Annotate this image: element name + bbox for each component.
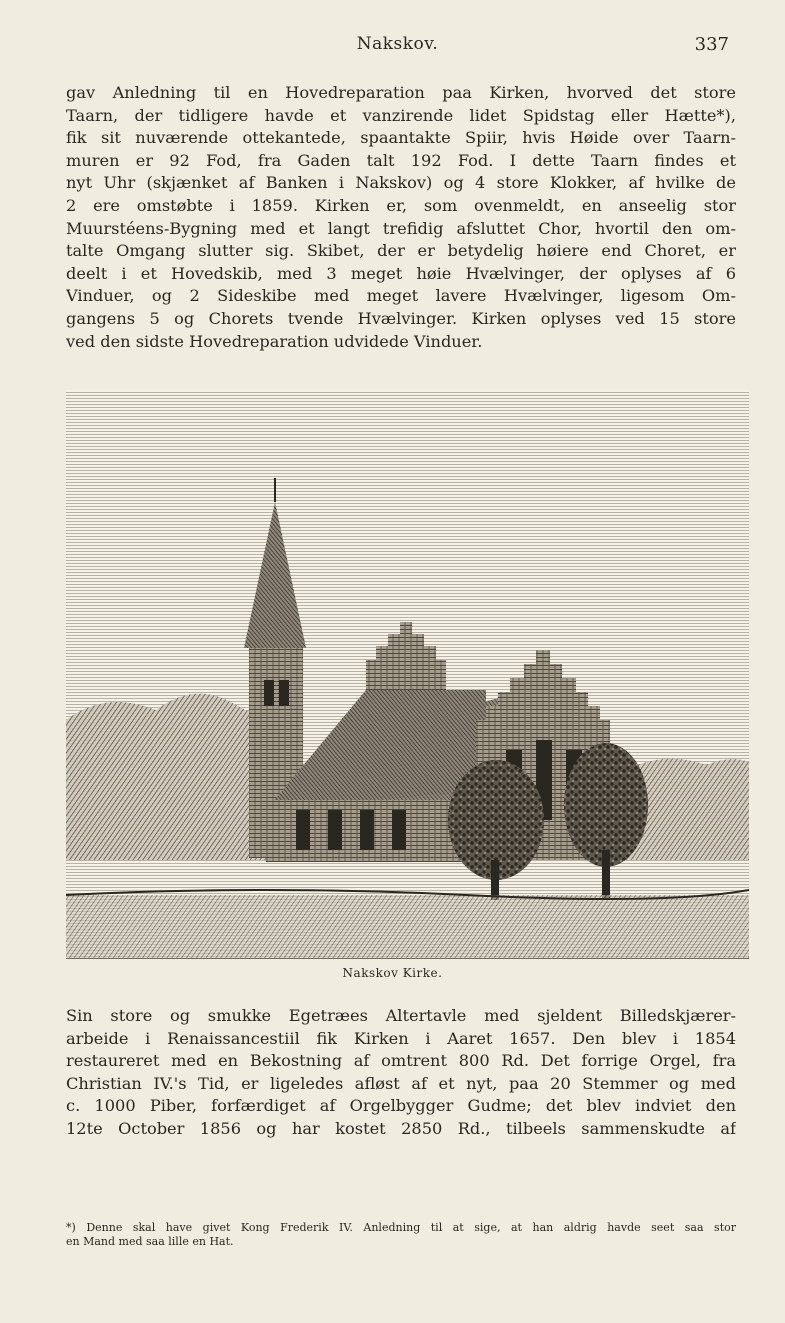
background-trees-left	[66, 694, 266, 860]
text-line: 2 ere omstøbte i 1859. Kirken er, som ovenmeldt, en anseelig stor	[66, 195, 736, 215]
text-line: arbeide i Renaissancestiil fik Kirken i Aaret 1657. Den blev i 1854	[66, 1028, 736, 1048]
text-line: nyt Uhr (skjænket af Banken i Nakskov) og 4 store Klokker, af hvilke de	[66, 173, 736, 193]
spire	[244, 502, 306, 648]
text-line: talte Omgang slutter sig. Skibet, der er betydelig høiere end Choret, er	[66, 241, 736, 261]
text-line: Christian IV.'s Tid, er ligeledes afløst af et nyt, paa 20 Stemmer og med	[66, 1073, 736, 1093]
church-engraving	[66, 390, 749, 959]
text-line: muren er 92 Fod, fra Gaden talt 192 Fod. I dette Taarn findes et	[66, 150, 736, 170]
text-line: ved den sidste Hovedreparation udvidede Vinduer.	[66, 331, 483, 351]
text-line: restaureret med en Bekostning af omtrent 800 Rd. Det forrige Orgel, fra	[66, 1051, 736, 1071]
figure-caption: Nakskov Kirke.	[342, 966, 443, 980]
text-line: gangens 5 og Chorets tvende Hvælvinger. Kirken oplyses ved 15 store	[66, 308, 736, 328]
text-line: Vinduer, og 2 Sideskibe med meget lavere Hvælvinger, ligesom Om-	[66, 286, 736, 306]
text-line: deelt i et Hovedskib, med 3 meget høie Hvælvinger, der oplyses af 6	[66, 263, 736, 283]
footnote-line: en Mand med saa lille en Hat.	[66, 1235, 234, 1248]
page-number: 337	[694, 34, 729, 55]
footnote	[66, 1221, 736, 1249]
church-drawing	[66, 390, 749, 958]
text-line: c. 1000 Piber, forfærdiget af Orgelbygger Gudme; det blev indviet den	[66, 1096, 736, 1116]
running-title: Nakskov.	[356, 34, 439, 54]
text-line: gav Anledning til en Hovedreparation paa Kirken, hvorved det store	[66, 83, 736, 102]
text-line: Muurstéens-Bygning med et langt trefidig afsluttet Chor, hvortil den om-	[66, 218, 736, 238]
text-line: fik sit nuværende ottekantede, spaantakte Spiir, hvis Høide over Taarn-	[66, 128, 736, 148]
text-line: 12te October 1856 og har kostet 2850 Rd., tilbeels sammenskudte af	[66, 1118, 736, 1138]
footnote-line: *) Denne skal have givet Kong Frederik IV. Anledning til at sige, at han aldrig havde seet saa stor	[66, 1221, 736, 1234]
paragraph-1	[66, 82, 736, 353]
page-header	[66, 34, 729, 62]
text-line: Sin store og smukke Egetræes Altertavle med sjeldent Billedskjærer-	[66, 1006, 736, 1025]
text-line: Taarn, der tidligere havde et vanzirende lidet Spidstag eller Hætte*),	[66, 105, 736, 125]
tree-foreground-right	[564, 743, 648, 867]
paragraph-2	[66, 1005, 736, 1141]
ground	[66, 895, 749, 958]
